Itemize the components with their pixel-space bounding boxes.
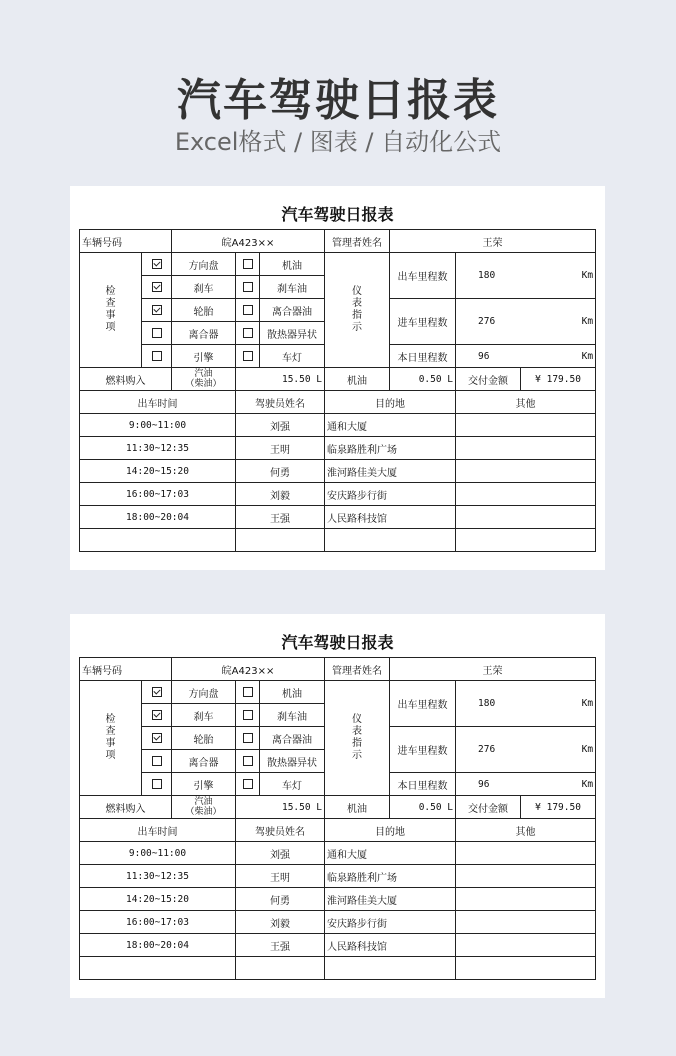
check-item-left: 轮胎 xyxy=(172,727,236,750)
meter-out-unit: Km xyxy=(581,270,594,281)
check-box[interactable] xyxy=(142,322,172,345)
check-item-left: 刹车 xyxy=(172,704,236,727)
meter-in-number: 276 xyxy=(478,744,496,755)
checkbox-checked-icon xyxy=(152,305,162,315)
trip-row xyxy=(80,483,596,506)
trip-header-dest: 目的地 xyxy=(325,819,456,842)
check-box[interactable] xyxy=(236,253,260,276)
trip-time: 18:00~20:04 xyxy=(80,934,236,957)
trip-dest: 人民路科技馆 xyxy=(325,506,456,529)
trip-row xyxy=(80,842,596,865)
trip-time xyxy=(80,957,236,980)
sheet-title: 汽车驾驶日报表 xyxy=(281,205,394,224)
check-item-left: 方向盘 xyxy=(172,681,236,704)
manager-label: 管理者姓名 xyxy=(325,230,390,253)
trip-row xyxy=(80,865,596,888)
trip-time: 14:20~15:20 xyxy=(80,888,236,911)
check-box[interactable] xyxy=(236,773,260,796)
check-item-left: 离合器 xyxy=(172,322,236,345)
check-box[interactable] xyxy=(142,727,172,750)
checkbox-empty-icon xyxy=(243,282,253,292)
sheet-title: 汽车驾驶日报表 xyxy=(281,633,394,652)
trip-time: 18:00~20:04 xyxy=(80,506,236,529)
check-item-left: 刹车 xyxy=(172,276,236,299)
trip-row xyxy=(80,414,596,437)
trip-other xyxy=(456,865,596,888)
trip-driver: 王明 xyxy=(236,865,325,888)
trip-dest: 安庆路步行街 xyxy=(325,911,456,934)
trip-dest: 临泉路胜利广场 xyxy=(325,865,456,888)
checkbox-empty-icon xyxy=(152,328,162,338)
checkbox-checked-icon xyxy=(152,687,162,697)
checkbox-empty-icon xyxy=(243,779,253,789)
meter-out-value xyxy=(456,681,596,727)
vehicle-label: 车辆号码 xyxy=(80,658,172,681)
trip-row xyxy=(80,934,596,957)
trip-other xyxy=(456,911,596,934)
meter-in-value xyxy=(456,299,596,345)
manager-label: 管理者姓名 xyxy=(325,658,390,681)
trip-dest xyxy=(325,529,456,552)
trip-header-other: 其他 xyxy=(456,391,596,414)
check-item-right: 离合器油 xyxy=(260,727,325,750)
trip-other xyxy=(456,506,596,529)
vehicle-label: 车辆号码 xyxy=(80,230,172,253)
check-box[interactable] xyxy=(236,322,260,345)
report-sheet xyxy=(70,186,605,570)
gas-value: 15.50 L xyxy=(236,368,325,391)
trip-driver: 刘毅 xyxy=(236,911,325,934)
checkbox-checked-icon xyxy=(152,282,162,292)
report-table xyxy=(79,229,596,552)
pay-value: ¥ 179.50 xyxy=(521,368,596,391)
pay-value: ¥ 179.50 xyxy=(521,796,596,819)
meter-label-text: 仪表指示 xyxy=(352,714,363,761)
trip-driver: 刘强 xyxy=(236,842,325,865)
trip-dest xyxy=(325,957,456,980)
gas-label-line2: （柴油） xyxy=(185,807,222,817)
check-item-right: 散热器异状 xyxy=(260,322,325,345)
checkbox-checked-icon xyxy=(152,259,162,269)
report-sheet xyxy=(70,614,605,998)
trip-row xyxy=(80,529,596,552)
trip-other xyxy=(456,934,596,957)
check-row xyxy=(80,253,596,276)
checkbox-checked-icon xyxy=(152,710,162,720)
manager-value: 王荣 xyxy=(390,230,596,253)
trip-row xyxy=(80,888,596,911)
check-box[interactable] xyxy=(236,276,260,299)
meter-day-unit: Km xyxy=(581,350,594,362)
check-box[interactable] xyxy=(142,253,172,276)
meter-out-label: 出车里程数 xyxy=(390,681,456,727)
meter-day-label: 本日里程数 xyxy=(390,345,456,368)
trip-dest: 安庆路步行街 xyxy=(325,483,456,506)
trip-other xyxy=(456,529,596,552)
trip-other xyxy=(456,842,596,865)
checkbox-empty-icon xyxy=(243,351,253,361)
trip-dest: 淮河路佳美大厦 xyxy=(325,888,456,911)
check-item-left: 引擎 xyxy=(172,773,236,796)
meter-in-label: 进车里程数 xyxy=(390,727,456,773)
check-box[interactable] xyxy=(142,704,172,727)
oil-value: 0.50 L xyxy=(390,796,456,819)
fuel-row xyxy=(80,796,596,819)
trip-driver xyxy=(236,957,325,980)
trip-other xyxy=(456,957,596,980)
trip-header-driver: 驾驶员姓名 xyxy=(236,391,325,414)
check-item-right: 机油 xyxy=(260,681,325,704)
checkbox-empty-icon xyxy=(243,687,253,697)
meter-out-value xyxy=(456,253,596,299)
trip-time xyxy=(80,529,236,552)
meter-day-value xyxy=(456,773,596,796)
trip-other xyxy=(456,414,596,437)
check-item-left: 离合器 xyxy=(172,750,236,773)
trip-driver: 王强 xyxy=(236,934,325,957)
trip-row xyxy=(80,957,596,980)
check-label-text: 检查事项 xyxy=(105,286,116,333)
fuel-row xyxy=(80,368,596,391)
trip-header-time: 出车时间 xyxy=(80,391,236,414)
check-box[interactable] xyxy=(236,681,260,704)
check-item-right: 车灯 xyxy=(260,345,325,368)
meter-in-unit: Km xyxy=(581,316,594,327)
meter-in-unit: Km xyxy=(581,744,594,755)
meter-out-label: 出车里程数 xyxy=(390,253,456,299)
page-subtitle: Excel格式 / 图表 / 自动化公式 xyxy=(174,128,502,156)
trip-time: 9:00~11:00 xyxy=(80,414,236,437)
check-row xyxy=(80,681,596,704)
check-item-right: 机油 xyxy=(260,253,325,276)
checkbox-empty-icon xyxy=(243,259,253,269)
meter-day-value xyxy=(456,345,596,368)
trip-header-dest: 目的地 xyxy=(325,391,456,414)
trip-row xyxy=(80,911,596,934)
fuel-label: 燃料购入 xyxy=(80,796,172,819)
gas-label-line1: 汽油 xyxy=(194,369,213,379)
vehicle-row xyxy=(80,230,596,253)
gas-label-line1: 汽油 xyxy=(194,797,213,807)
check-box[interactable] xyxy=(142,750,172,773)
meter-day-unit: Km xyxy=(581,778,594,790)
checkbox-empty-icon xyxy=(152,351,162,361)
trip-row xyxy=(80,460,596,483)
check-box[interactable] xyxy=(236,299,260,322)
meter-day-number: 96 xyxy=(478,350,490,362)
check-label xyxy=(80,253,142,368)
trip-header-other: 其他 xyxy=(456,819,596,842)
vehicle-value: 皖A423×× xyxy=(172,230,325,253)
trip-driver: 王明 xyxy=(236,437,325,460)
check-item-right: 车灯 xyxy=(260,773,325,796)
trip-dest: 通和大厦 xyxy=(325,414,456,437)
oil-label: 机油 xyxy=(325,796,390,819)
check-box[interactable] xyxy=(142,299,172,322)
gas-label-line2: （柴油） xyxy=(185,379,222,389)
trip-other xyxy=(456,888,596,911)
vehicle-value: 皖A423×× xyxy=(172,658,325,681)
check-box[interactable] xyxy=(142,345,172,368)
checkbox-empty-icon xyxy=(243,305,253,315)
trip-row xyxy=(80,506,596,529)
pay-label: 交付金额 xyxy=(456,796,521,819)
trip-time: 14:20~15:20 xyxy=(80,460,236,483)
check-box[interactable] xyxy=(142,773,172,796)
meter-in-number: 276 xyxy=(478,316,496,327)
check-item-left: 轮胎 xyxy=(172,299,236,322)
checkbox-empty-icon xyxy=(243,733,253,743)
trip-header-driver: 驾驶员姓名 xyxy=(236,819,325,842)
check-box[interactable] xyxy=(236,727,260,750)
check-item-right: 刹车油 xyxy=(260,276,325,299)
check-item-left: 引擎 xyxy=(172,345,236,368)
check-box[interactable] xyxy=(236,704,260,727)
vehicle-row xyxy=(80,658,596,681)
meter-day-label: 本日里程数 xyxy=(390,773,456,796)
meter-in-value xyxy=(456,727,596,773)
check-box[interactable] xyxy=(236,750,260,773)
checkbox-empty-icon xyxy=(152,756,162,766)
check-item-right: 散热器异状 xyxy=(260,750,325,773)
trip-header-time: 出车时间 xyxy=(80,819,236,842)
meter-in-label: 进车里程数 xyxy=(390,299,456,345)
trip-dest: 淮河路佳美大厦 xyxy=(325,460,456,483)
checkbox-checked-icon xyxy=(152,733,162,743)
trip-driver: 王强 xyxy=(236,506,325,529)
gas-value: 15.50 L xyxy=(236,796,325,819)
trip-driver: 刘强 xyxy=(236,414,325,437)
meter-label-text: 仪表指示 xyxy=(352,286,363,333)
trip-driver: 何勇 xyxy=(236,460,325,483)
trip-time: 11:30~12:35 xyxy=(80,437,236,460)
trip-header-row xyxy=(80,391,596,414)
trip-driver: 何勇 xyxy=(236,888,325,911)
trip-dest: 临泉路胜利广场 xyxy=(325,437,456,460)
checkbox-empty-icon xyxy=(243,710,253,720)
fuel-label: 燃料购入 xyxy=(80,368,172,391)
gas-label xyxy=(172,796,236,819)
trip-row xyxy=(80,437,596,460)
trip-time: 16:00~17:03 xyxy=(80,911,236,934)
trip-other xyxy=(456,483,596,506)
check-box[interactable] xyxy=(142,276,172,299)
trip-time: 9:00~11:00 xyxy=(80,842,236,865)
meter-out-unit: Km xyxy=(581,698,594,709)
report-table xyxy=(79,657,596,980)
checkbox-empty-icon xyxy=(243,328,253,338)
pay-label: 交付金额 xyxy=(456,368,521,391)
trip-other xyxy=(456,460,596,483)
checkbox-empty-icon xyxy=(152,779,162,789)
trip-time: 16:00~17:03 xyxy=(80,483,236,506)
trip-header-row xyxy=(80,819,596,842)
meter-label xyxy=(325,681,390,796)
gas-label xyxy=(172,368,236,391)
trip-driver xyxy=(236,529,325,552)
meter-out-number: 180 xyxy=(478,270,496,281)
manager-value: 王荣 xyxy=(390,658,596,681)
oil-value: 0.50 L xyxy=(390,368,456,391)
check-label-text: 检查事项 xyxy=(105,714,116,761)
trip-time: 11:30~12:35 xyxy=(80,865,236,888)
oil-label: 机油 xyxy=(325,368,390,391)
trip-dest: 通和大厦 xyxy=(325,842,456,865)
trip-other xyxy=(456,437,596,460)
meter-day-number: 96 xyxy=(478,778,490,790)
check-box[interactable] xyxy=(236,345,260,368)
trip-dest: 人民路科技馆 xyxy=(325,934,456,957)
check-item-right: 刹车油 xyxy=(260,704,325,727)
page-title: 汽车驾驶日报表 xyxy=(177,75,499,126)
check-label xyxy=(80,681,142,796)
checkbox-empty-icon xyxy=(243,756,253,766)
meter-label xyxy=(325,253,390,368)
check-item-left: 方向盘 xyxy=(172,253,236,276)
check-item-right: 离合器油 xyxy=(260,299,325,322)
meter-out-number: 180 xyxy=(478,698,496,709)
check-box[interactable] xyxy=(142,681,172,704)
trip-driver: 刘毅 xyxy=(236,483,325,506)
